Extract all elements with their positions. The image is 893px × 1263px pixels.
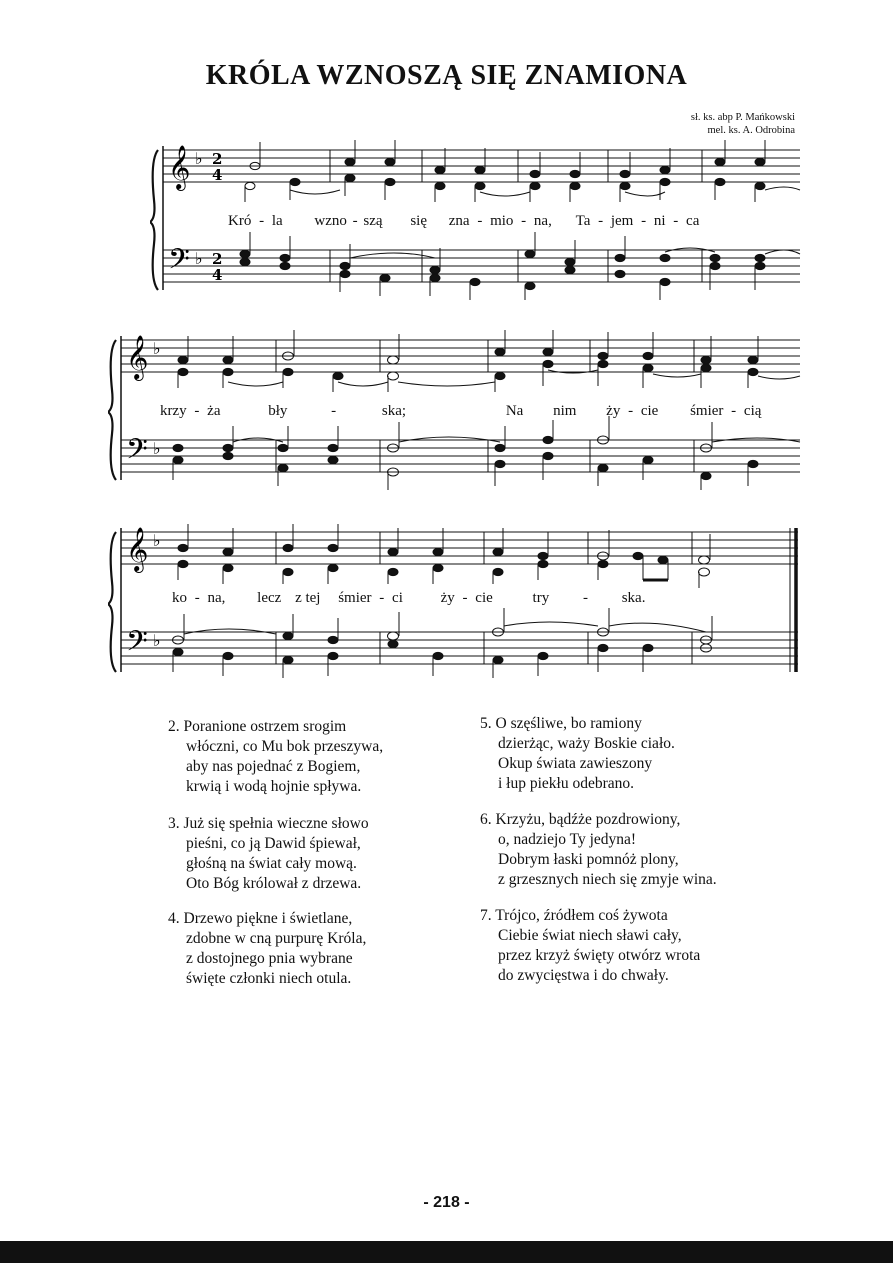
syllable: ska;	[381, 403, 407, 419]
verse-text: i łup piekłu odebrano.	[498, 775, 635, 792]
verse-text: aby nas pojednać z Bogiem,	[186, 758, 361, 775]
verse-text: święte członki niech otula.	[186, 970, 352, 987]
syllable: -	[731, 403, 737, 419]
bass-clef-icon: 𝄢	[126, 625, 148, 665]
syllable: -	[673, 213, 679, 229]
syllable: Ta	[575, 213, 591, 229]
syllable: -	[628, 403, 634, 419]
verse-text: krwią i wodą hojnie spływa.	[186, 778, 362, 795]
syllable: -	[641, 213, 647, 229]
verse-3	[168, 814, 369, 894]
syllable: -	[259, 213, 265, 229]
song-title: KRÓLA WZNOSZĄ SIĘ ZNAMIONA	[205, 60, 688, 91]
flat-icon: ♭	[195, 149, 203, 168]
verse-line	[168, 717, 383, 737]
syllable: mio	[490, 213, 514, 229]
verse-4	[168, 909, 366, 989]
verse-text: dzierżąc, waży Boskie ciało.	[498, 735, 675, 752]
syllable: jem	[610, 213, 634, 229]
verse-line	[480, 906, 700, 926]
verse-number: 4.	[168, 910, 180, 927]
time-bottom: 4	[212, 266, 223, 284]
syllable: try	[532, 590, 550, 606]
page-number: - 218 -	[423, 1194, 470, 1211]
verse-text: Trójco, źródłem coś żywota	[495, 907, 668, 924]
verse-text: Poranione ostrzem srogim	[183, 718, 347, 735]
verse-number: 6.	[480, 811, 492, 828]
verse-text: głośną na świat cały mową.	[186, 855, 357, 872]
scan-edge-bar	[0, 1241, 893, 1263]
verse-line	[480, 810, 717, 830]
syllable: ży	[440, 590, 455, 606]
verse-number: 5.	[480, 715, 492, 732]
verse-text: pieśni, co ją Dawid śpiewał,	[186, 835, 361, 852]
verse-text: Drzewo piękne i świetlane,	[183, 910, 353, 927]
verse-text: Krzyżu, bądźże pozdrowiony,	[495, 811, 681, 828]
verse-text: Oto Bóg królował z drzewa.	[186, 875, 362, 892]
syllable: lecz	[257, 590, 282, 606]
flat-icon: ♭	[153, 339, 161, 358]
syllable: cią	[743, 403, 762, 419]
verse-text: Już się spełnia wieczne słowo	[183, 815, 369, 832]
syllable: -	[194, 590, 200, 606]
verse-text: Dobrym łaski pomnóż plony,	[498, 851, 679, 868]
syllable: krzy	[160, 403, 187, 419]
melody-credit: mel. ks. A. Odrobina	[707, 125, 795, 136]
syllable: ca	[686, 213, 700, 229]
lyrics-line-3	[172, 590, 645, 607]
verse-7	[480, 906, 700, 986]
verse-text: O szęśliwe, bo ramiony	[495, 715, 642, 732]
time-top: 2	[212, 150, 223, 168]
bass-clef-icon: 𝄢	[168, 243, 190, 283]
flat-icon: ♭	[153, 439, 161, 458]
verse-text: włóczni, co Mu bok przeszywa,	[186, 738, 384, 755]
flat-icon: ♭	[195, 249, 203, 268]
syllable: Kró	[228, 213, 252, 229]
syllable: nim	[553, 403, 577, 419]
verse-text: z dostojnego pnia wybrane	[186, 950, 353, 967]
verse-6	[480, 810, 717, 890]
time-top: 2	[212, 250, 223, 268]
flat-icon: ♭	[153, 631, 161, 650]
syllable: zna	[448, 213, 470, 229]
syllable: -	[598, 213, 604, 229]
syllable: się	[410, 213, 427, 229]
verse-line	[168, 909, 366, 929]
verse-text: Ciebie świat niech sławi cały,	[498, 927, 682, 944]
verse-text: z grzesznych niech się zmyje wina.	[498, 871, 717, 888]
verse-5	[480, 714, 675, 794]
words-credit: sł. ks. abp P. Mańkowski	[690, 112, 795, 123]
syllable: bły	[268, 403, 288, 419]
verse-text: do zwycięstwa i do chwały.	[498, 967, 669, 984]
syllable: na,	[533, 213, 552, 229]
syllable: na,	[207, 590, 226, 606]
verse-number: 2.	[168, 718, 180, 735]
syllable: cie	[475, 590, 493, 606]
verse-2	[168, 717, 383, 797]
syllable: cie	[640, 403, 659, 419]
syllable: ska.	[621, 590, 646, 606]
verse-text: zdobne w cną purpurę Króla,	[186, 930, 367, 947]
syllable: -	[477, 213, 483, 229]
verse-line	[480, 714, 675, 734]
syllable: -	[462, 590, 468, 606]
syllable: z tej	[295, 590, 321, 606]
time-bottom: 4	[212, 166, 223, 184]
bass-clef-icon: 𝄢	[126, 433, 148, 473]
credits	[691, 111, 795, 137]
lyrics-line-2	[160, 403, 761, 420]
syllable: szą	[363, 213, 383, 229]
lyrics-line-1	[228, 213, 699, 230]
syllable: ci	[392, 590, 403, 606]
treble-clef-icon: 𝄞	[126, 335, 149, 379]
syllable: -	[194, 403, 200, 419]
syllable: -	[582, 590, 588, 606]
verse-line	[168, 814, 369, 834]
syllable: śmier	[338, 590, 372, 606]
verse-text: Okup świata zawieszony	[498, 755, 653, 772]
syllable: ży	[606, 403, 621, 419]
flat-icon: ♭	[153, 531, 161, 550]
syllable: -	[521, 213, 527, 229]
syllable: ni	[653, 213, 666, 229]
treble-clef-icon: 𝄞	[126, 527, 149, 571]
verse-number: 3.	[168, 815, 180, 832]
syllable: Na	[505, 403, 524, 419]
syllable: wzno	[314, 213, 347, 229]
verse-text: o, nadziejo Ty jedyna!	[498, 831, 637, 848]
treble-clef-icon: 𝄞	[168, 145, 191, 189]
syllable: śmier	[690, 403, 724, 419]
verse-number: 7.	[480, 907, 492, 924]
syllable: ko	[172, 590, 187, 606]
syllable: -	[331, 403, 337, 419]
syllable: la	[271, 213, 283, 229]
syllable: -	[379, 590, 385, 606]
syllable: ża	[207, 403, 221, 419]
syllable: -	[352, 213, 358, 229]
verse-text: przez krzyż święty otwórz wrota	[498, 947, 701, 964]
